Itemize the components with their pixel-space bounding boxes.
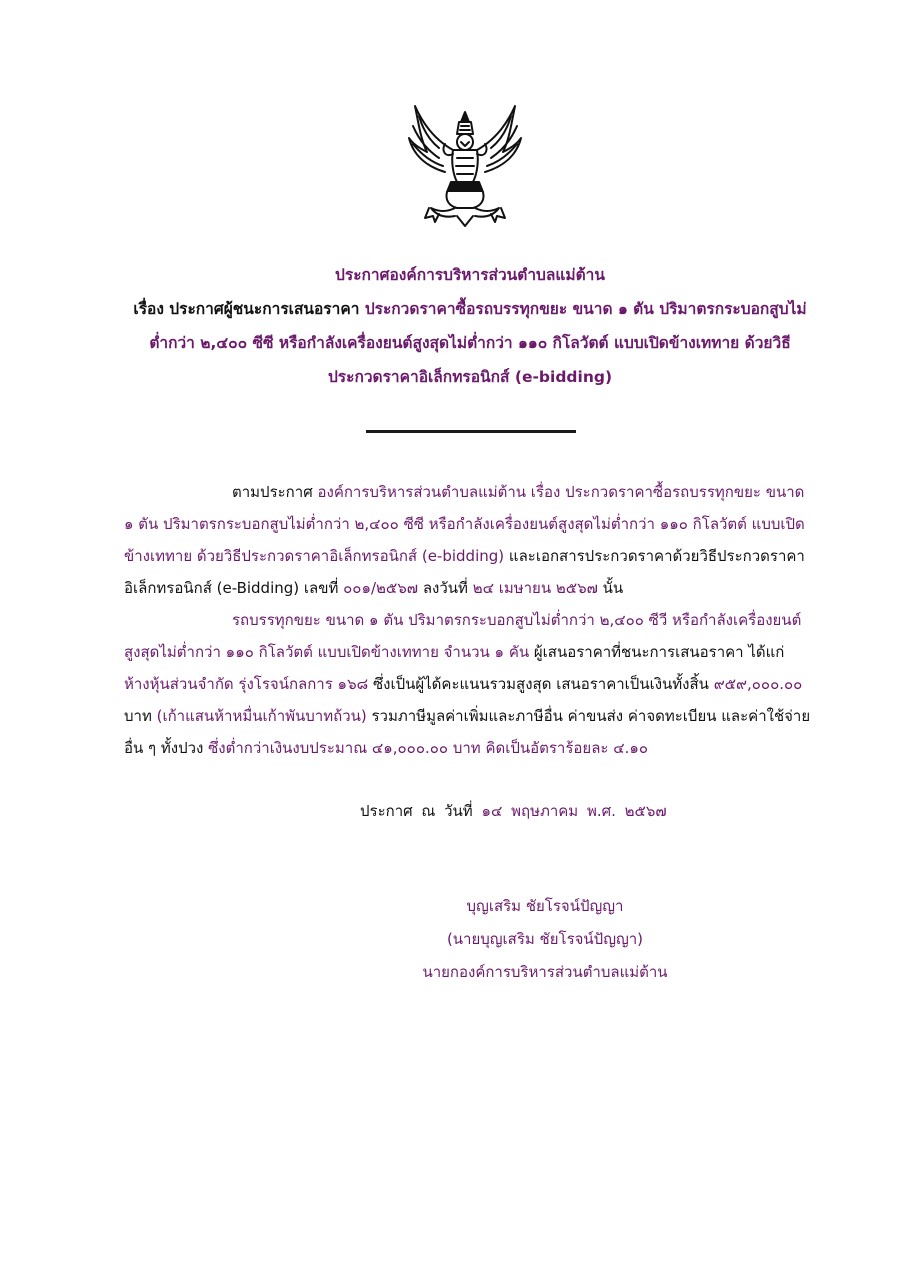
- paragraph-2-line-1: รถบรรทุกขยะ ขนาด ๑ ตัน ปริมาตรกระบอกสูบไม่ต่ำกว่า ๒,๔๐๐ ซีวี หรือกำลังเครื่องยนต์: [232, 611, 802, 629]
- subject-text-1: ประกวดราคาซื้อรถบรรทุกขยะ ขนาด ๑ ตัน ปริมาตรกระบอกสูบไม่: [364, 300, 807, 318]
- p1-l3-b: และเอกสารประกวดราคาด้วยวิธีประกวดราคา: [508, 547, 805, 565]
- p2-l3-a: ห้างหุ้นส่วนจำกัด รุ่งโรจน์กลการ ๑๖๘: [124, 675, 373, 693]
- p2-l4-a: บาท: [124, 707, 157, 725]
- p2-l4-c: รวมภาษีมูลค่าเพิ่มและภาษีอื่น ค่าขนส่ง ค่าจดทะเบียน และค่าใช้จ่าย: [371, 707, 811, 725]
- p1-l1-b: องค์การบริหารส่วนตำบลแม่ต้าน เรื่อง ประกวดราคาซื้อรถบรรทุกขยะ ขนาด: [317, 483, 805, 501]
- p2-l3-b: ซึ่งเป็นผู้ได้คะแนนรวมสูงสุด เสนอราคาเป็นเงินทั้งสิ้น: [372, 675, 714, 693]
- p2-l3-c: ๙๕๙,๐๐๐.๐๐: [713, 675, 803, 693]
- p1-l4-e: นั้น: [597, 579, 624, 597]
- p2-l5-a: อื่น ๆ ทั้งปวง: [124, 739, 209, 757]
- announcement-subject-line-3: ประกวดราคาอิเล็กทรอนิกส์ (e-bidding): [327, 368, 613, 386]
- p1-l3-a: ข้างเททาย ด้วยวิธีประกวดราคาอิเล็กทรอนิกส์ (e-bidding): [124, 547, 509, 565]
- announcement-date-prefix: ประกาศ ณ วันที่: [360, 802, 482, 820]
- p1-l4-a: อิเล็กทรอนิกส์ (e-Bidding) เลขที่: [124, 579, 344, 597]
- p1-l4-d: ๒๔ เมษายน ๒๕๖๗: [472, 579, 598, 597]
- p1-l1-a: ตามประกาศ: [232, 483, 318, 501]
- p1-l4-c: ลงวันที่: [418, 579, 473, 597]
- announcement-heading: [120, 258, 820, 394]
- signature-block: [380, 890, 710, 989]
- paragraph-2-line-2: [124, 636, 814, 668]
- signature-position: นายกองค์การบริหารส่วนตำบลแม่ต้าน: [422, 963, 668, 981]
- announcement-title: ประกาศองค์การบริหารส่วนตำบลแม่ต้าน: [335, 266, 605, 284]
- announcement-subject-line-1: [120, 292, 820, 326]
- p2-l2-b: ผู้เสนอราคาที่ชนะการเสนอราคา ได้แก่: [533, 643, 785, 661]
- signature-signed-name: บุญเสริม ชัยโรจน์ปัญญา: [466, 897, 624, 915]
- announcement-body: [124, 476, 814, 764]
- paragraph-2-line-5: [124, 732, 814, 764]
- paragraph-1-line-4: [124, 572, 814, 604]
- signature-printed-name: (นายบุญเสริม ชัยโรจน์ปัญญา): [446, 930, 644, 948]
- p2-l4-b: (เก้าแสนห้าหมื่นเก้าพันบาทถ้วน): [156, 707, 372, 725]
- p2-l2-a: สูงสุดไม่ต่ำกว่า ๑๑๐ กิโลวัตต์ แบบเปิดข้างเททาย จำนวน ๑ คัน: [124, 643, 534, 661]
- paragraph-1-line-1: [124, 476, 814, 508]
- paragraph-1-line-3: [124, 540, 814, 572]
- announcement-date-line: [360, 796, 667, 826]
- p2-l5-b: ซึ่งต่ำกว่าเงินงบประมาณ ๔๑,๐๐๐.๐๐ บาท คิดเป็นอัตราร้อยละ ๔.๑๐: [208, 739, 649, 757]
- heading-divider: [366, 430, 576, 433]
- announcement-subject-line-2: ต่ำกว่า ๒,๔๐๐ ซีซี หรือกำลังเครื่องยนต์สูงสุดไม่ต่ำกว่า ๑๑๐ กิโลวัตต์ แบบเปิดข้างเททาย ด้วยวิธี: [149, 334, 791, 352]
- paragraph-2-line-3: [124, 668, 814, 700]
- p1-l4-b: ๐๐๑/๒๕๖๗: [343, 579, 419, 597]
- paragraph-2-line-4: [124, 700, 814, 732]
- paragraph-1-line-2: ๑ ตัน ปริมาตรกระบอกสูบไม่ต่ำกว่า ๒,๔๐๐ ซีซี หรือกำลังเครื่องยนต์สูงสุดไม่ต่ำกว่า ๑๑๐ กิโลวัตต์ แบบเปิด: [124, 515, 805, 533]
- garuda-emblem-icon: [405, 100, 525, 228]
- subject-prefix: เรื่อง ประกาศผู้ชนะการเสนอราคา: [133, 300, 365, 318]
- announcement-date: ๑๔ พฤษภาคม พ.ศ. ๒๕๖๗: [481, 802, 667, 820]
